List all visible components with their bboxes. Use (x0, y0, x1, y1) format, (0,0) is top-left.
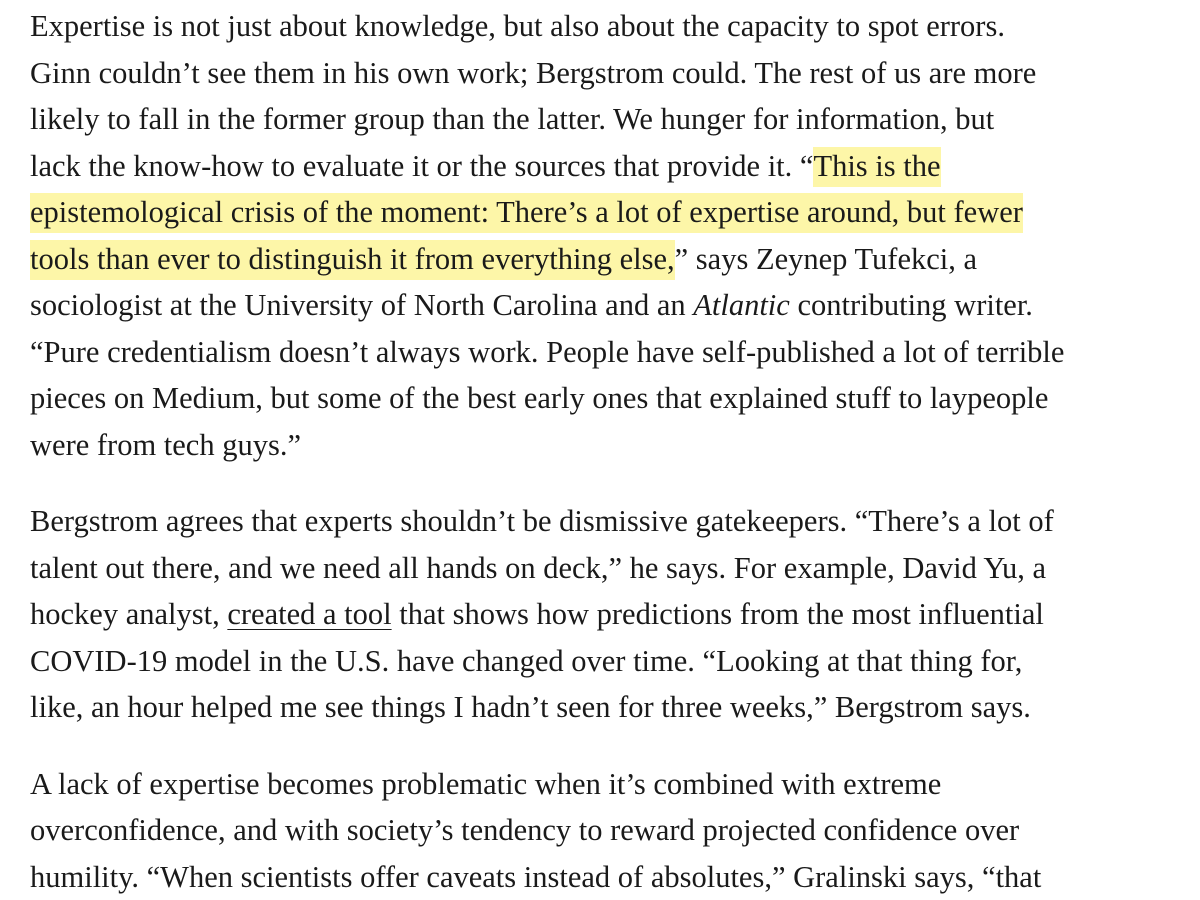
text-line: overconfidence, and with society’s tendency to reward projected confidence over (30, 807, 1180, 854)
text-line: likely to fall in the former group than the latter. We hunger for information, but (30, 96, 1180, 143)
text-segment: ” says Zeynep Tufekci, a (675, 242, 977, 276)
highlighted-quote: epistemological crisis of the moment: There’s a lot of expertise around, but fewer (30, 193, 1023, 233)
text-line (30, 236, 1180, 283)
paragraph-2 (30, 498, 1180, 731)
text-segment: lack the know-how to evaluate it or the sources that provide it. “ (30, 149, 813, 183)
text-segment: that shows how predictions from the most influential (392, 597, 1044, 631)
paragraph-3 (30, 761, 1180, 900)
text-segment: contributing writer. (790, 288, 1033, 322)
text-line: A lack of expertise becomes problematic when it’s combined with extreme (30, 761, 1180, 808)
text-line: were from tech guys.” (30, 422, 1180, 469)
publication-name: Atlantic (693, 288, 790, 322)
article-body (30, 0, 1180, 900)
text-line: like, an hour helped me see things I hadn’t seen for three weeks,” Bergstrom says. (30, 684, 1180, 731)
text-segment: sociologist at the University of North Carolina and an (30, 288, 693, 322)
text-line: Bergstrom agrees that experts shouldn’t be dismissive gatekeepers. “There’s a lot of (30, 498, 1180, 545)
text-segment: hockey analyst, (30, 597, 227, 631)
highlighted-quote: This is the (813, 147, 940, 187)
text-line: Expertise is not just about knowledge, but also about the capacity to spot errors. (30, 3, 1180, 50)
text-line (30, 143, 1180, 190)
text-line (30, 189, 1180, 236)
text-line: Ginn couldn’t see them in his own work; Bergstrom could. The rest of us are more (30, 50, 1180, 97)
text-line: “Pure credentialism doesn’t always work. People have self-published a lot of terrible (30, 329, 1180, 376)
text-line: humility. “When scientists offer caveats instead of absolutes,” Gralinski says, “that (30, 854, 1180, 900)
text-line (30, 591, 1180, 638)
paragraph-1 (30, 3, 1180, 468)
text-line: talent out there, and we need all hands on deck,” he says. For example, David Yu, a (30, 545, 1180, 592)
highlighted-quote: tools than ever to distinguish it from everything else, (30, 240, 675, 280)
text-line: pieces on Medium, but some of the best early ones that explained stuff to laypeople (30, 375, 1180, 422)
created-a-tool-link[interactable]: created a tool (227, 597, 391, 631)
text-line: COVID-19 model in the U.S. have changed over time. “Looking at that thing for, (30, 638, 1180, 685)
text-line (30, 282, 1180, 329)
